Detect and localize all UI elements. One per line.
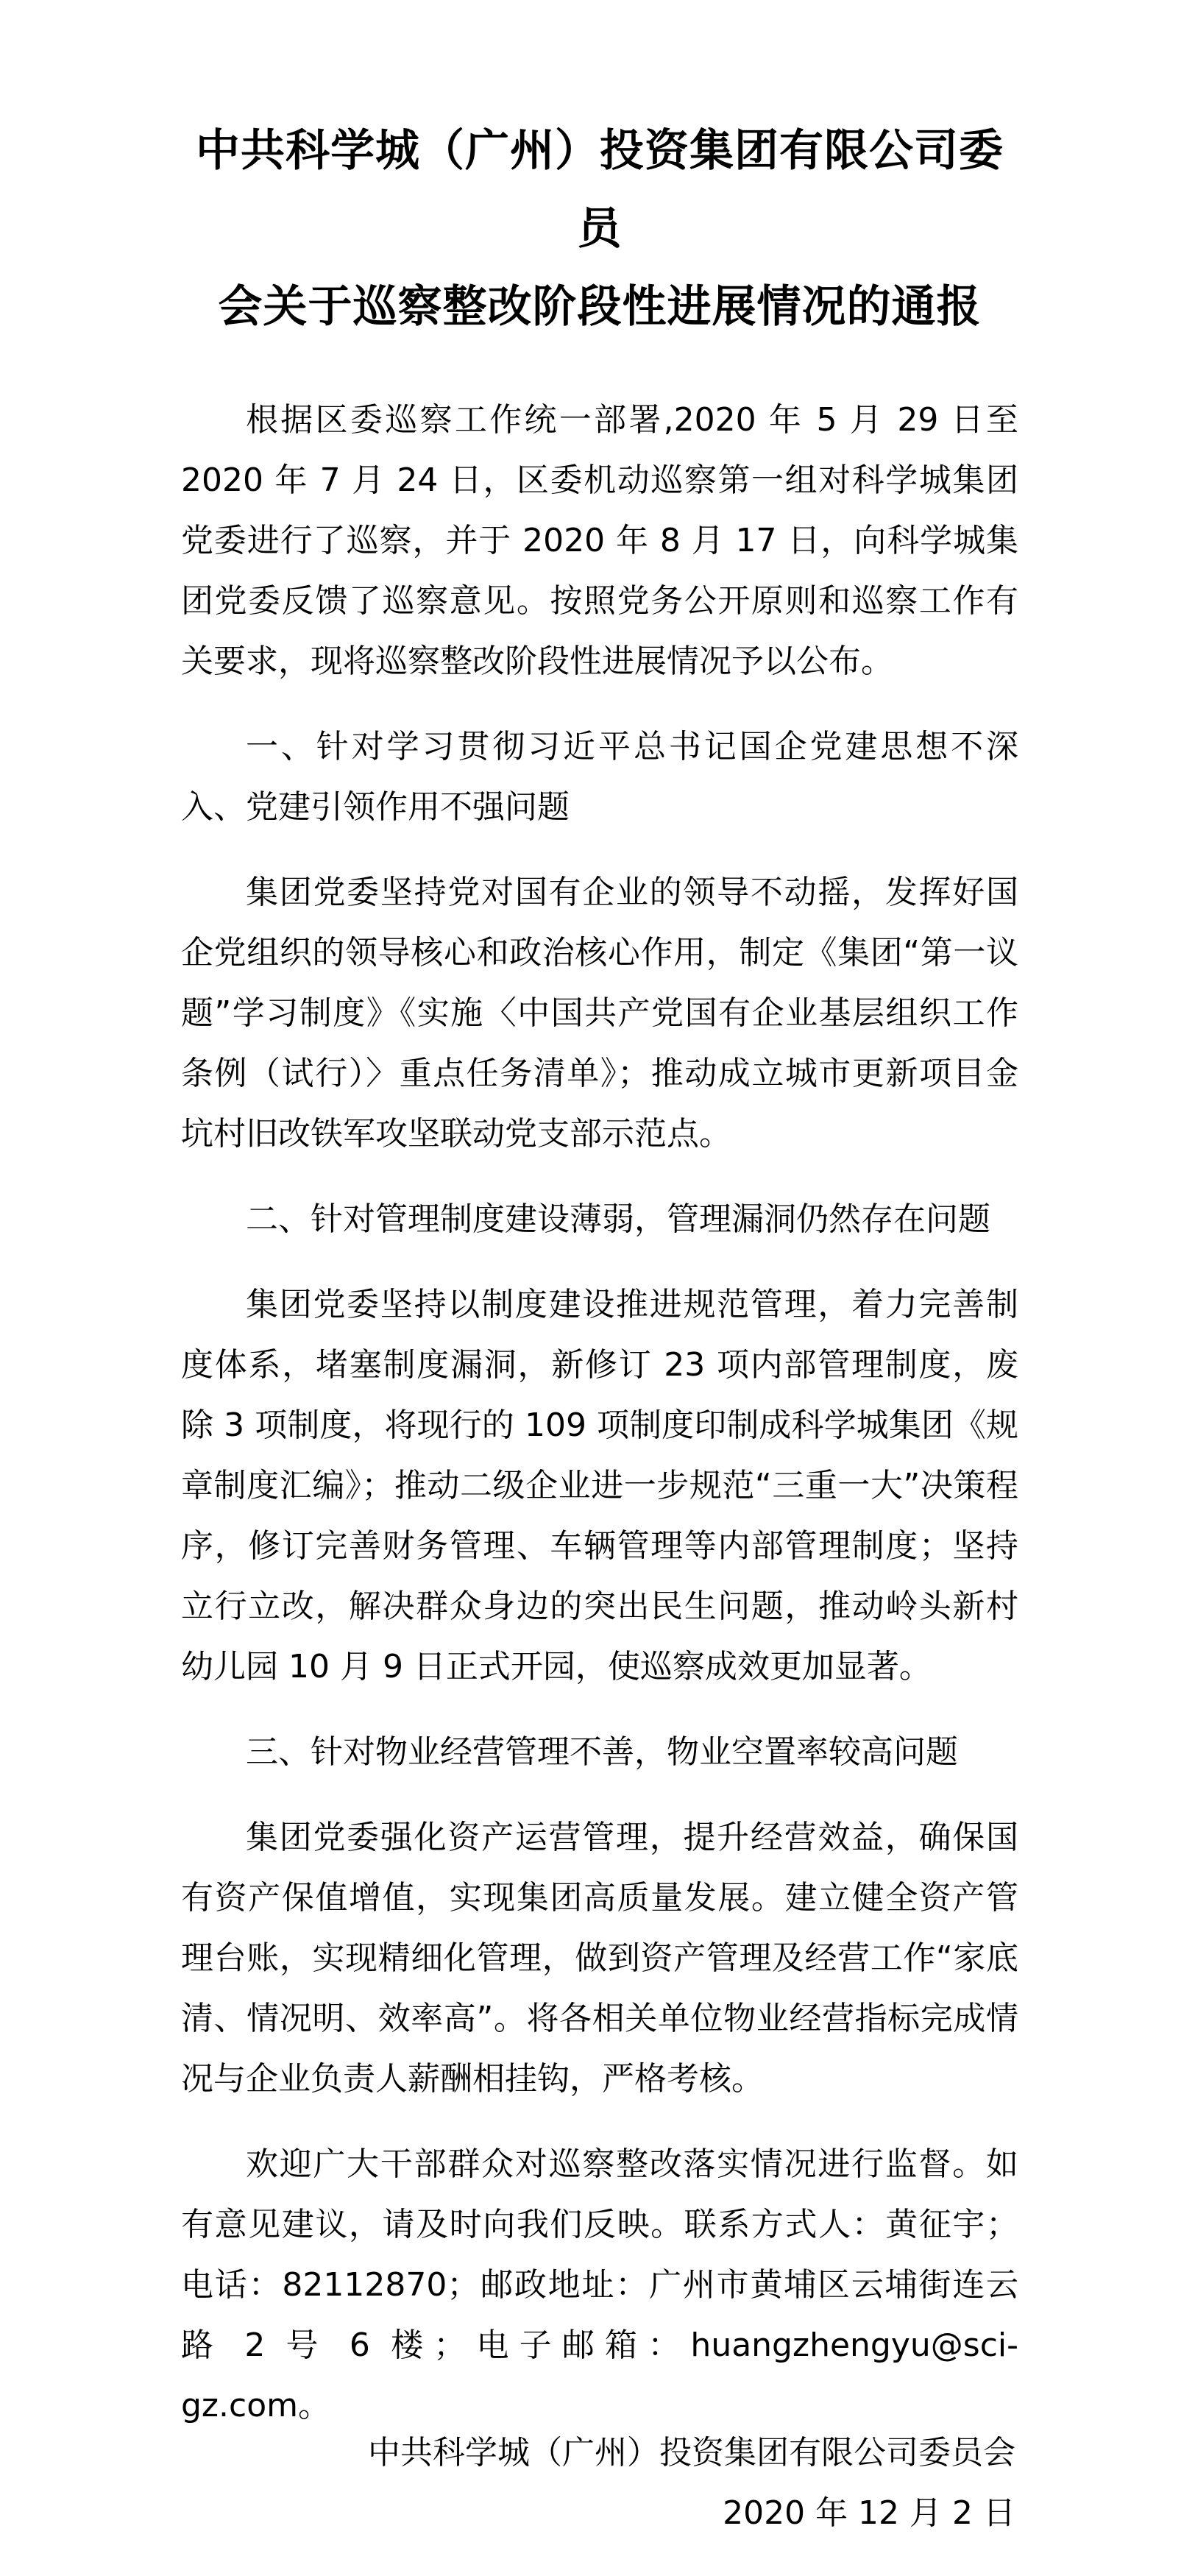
section-2-body: 集团党委坚持以制度建设推进规范管理，着力完善制度体系，堵塞制度漏洞，新修订 23 项内部管理制度，废除 3 项制度，将现行的 109 项制度印制成科学城集团《规章制度汇编》；推动二级企业进一步规范“三重一大”决策程序，修订完善财务管理、车辆管理等内部管理制度；坚持立行立改，解决群众身边的突出民生问题，推动岭头新村幼儿园 10 月 9 日正式开园，使巡察成效更加显著。 bbox=[181, 1286, 1018, 1685]
section-3-heading: 三、针对物业经营管理不善，物业空置率较高问题 bbox=[246, 1733, 958, 1771]
closing-paragraph: 欢迎广大干部群众对巡察整改落实情况进行监督。如有意见建议，请及时向我们反映。联系方式人：黄征宇；电话：82112870；邮政地址：广州市黄埔区云埔街连云路 2 号 6 楼；电子邮箱：huangzhengyu@sci-gz.com。 bbox=[181, 2145, 1018, 2424]
document-title bbox=[181, 112, 1018, 346]
section-2-heading: 二、针对管理制度建设薄弱，管理漏洞仍然存在问题 bbox=[246, 1200, 990, 1238]
document-title-line-1: 中共科学城（广州）投资集团有限公司委员 bbox=[196, 125, 1004, 255]
signature-organization: 中共科学城（广州）投资集团有限公司委员会 bbox=[368, 2434, 1015, 2471]
signature-date: 2020 年 12 月 2 日 bbox=[723, 2494, 1015, 2532]
section-1-body: 集团党委坚持党对国有企业的领导不动摇，发挥好国企党组织的领导核心和政治核心作用，制定《集团“第一议题”学习制度》《实施〈中国共产党国有企业基层组织工作条例（试行）〉重点任务清单》；推动成立城市更新项目金坑村旧改铁军攻坚联动党支部示范点。 bbox=[181, 874, 1018, 1153]
signature-block bbox=[368, 2423, 1015, 2544]
document-title-line-2: 会关于巡察整改阶段性进展情况的通报 bbox=[218, 281, 982, 333]
section-3-body: 集团党委强化资产运营管理，提升经营效益，确保国有资产保值增值，实现集团高质量发展。建立健全资产管理台账，实现精细化管理，做到资产管理及经营工作“家底清、情况明、效率高”。将各相关单位物业经营指标完成情况与企业负责人薪酬相挂钩，严格考核。 bbox=[181, 1819, 1018, 2098]
section-1-heading: 一、针对学习贯彻习近平总书记国企党建思想不深入、党建引领作用不强问题 bbox=[181, 728, 1018, 826]
intro-paragraph: 根据区委巡察工作统一部署,2020 年 5 月 29 日至 2020 年 7 月 24 日，区委机动巡察第一组对科学城集团党委进行了巡察，并于 2020 年 8 月 17 日，向科学城集团党委反馈了巡察意见。按照党务公开原则和巡察工作有关要求，现将巡察整改阶段性进展情况予以公布。 bbox=[181, 401, 1018, 680]
